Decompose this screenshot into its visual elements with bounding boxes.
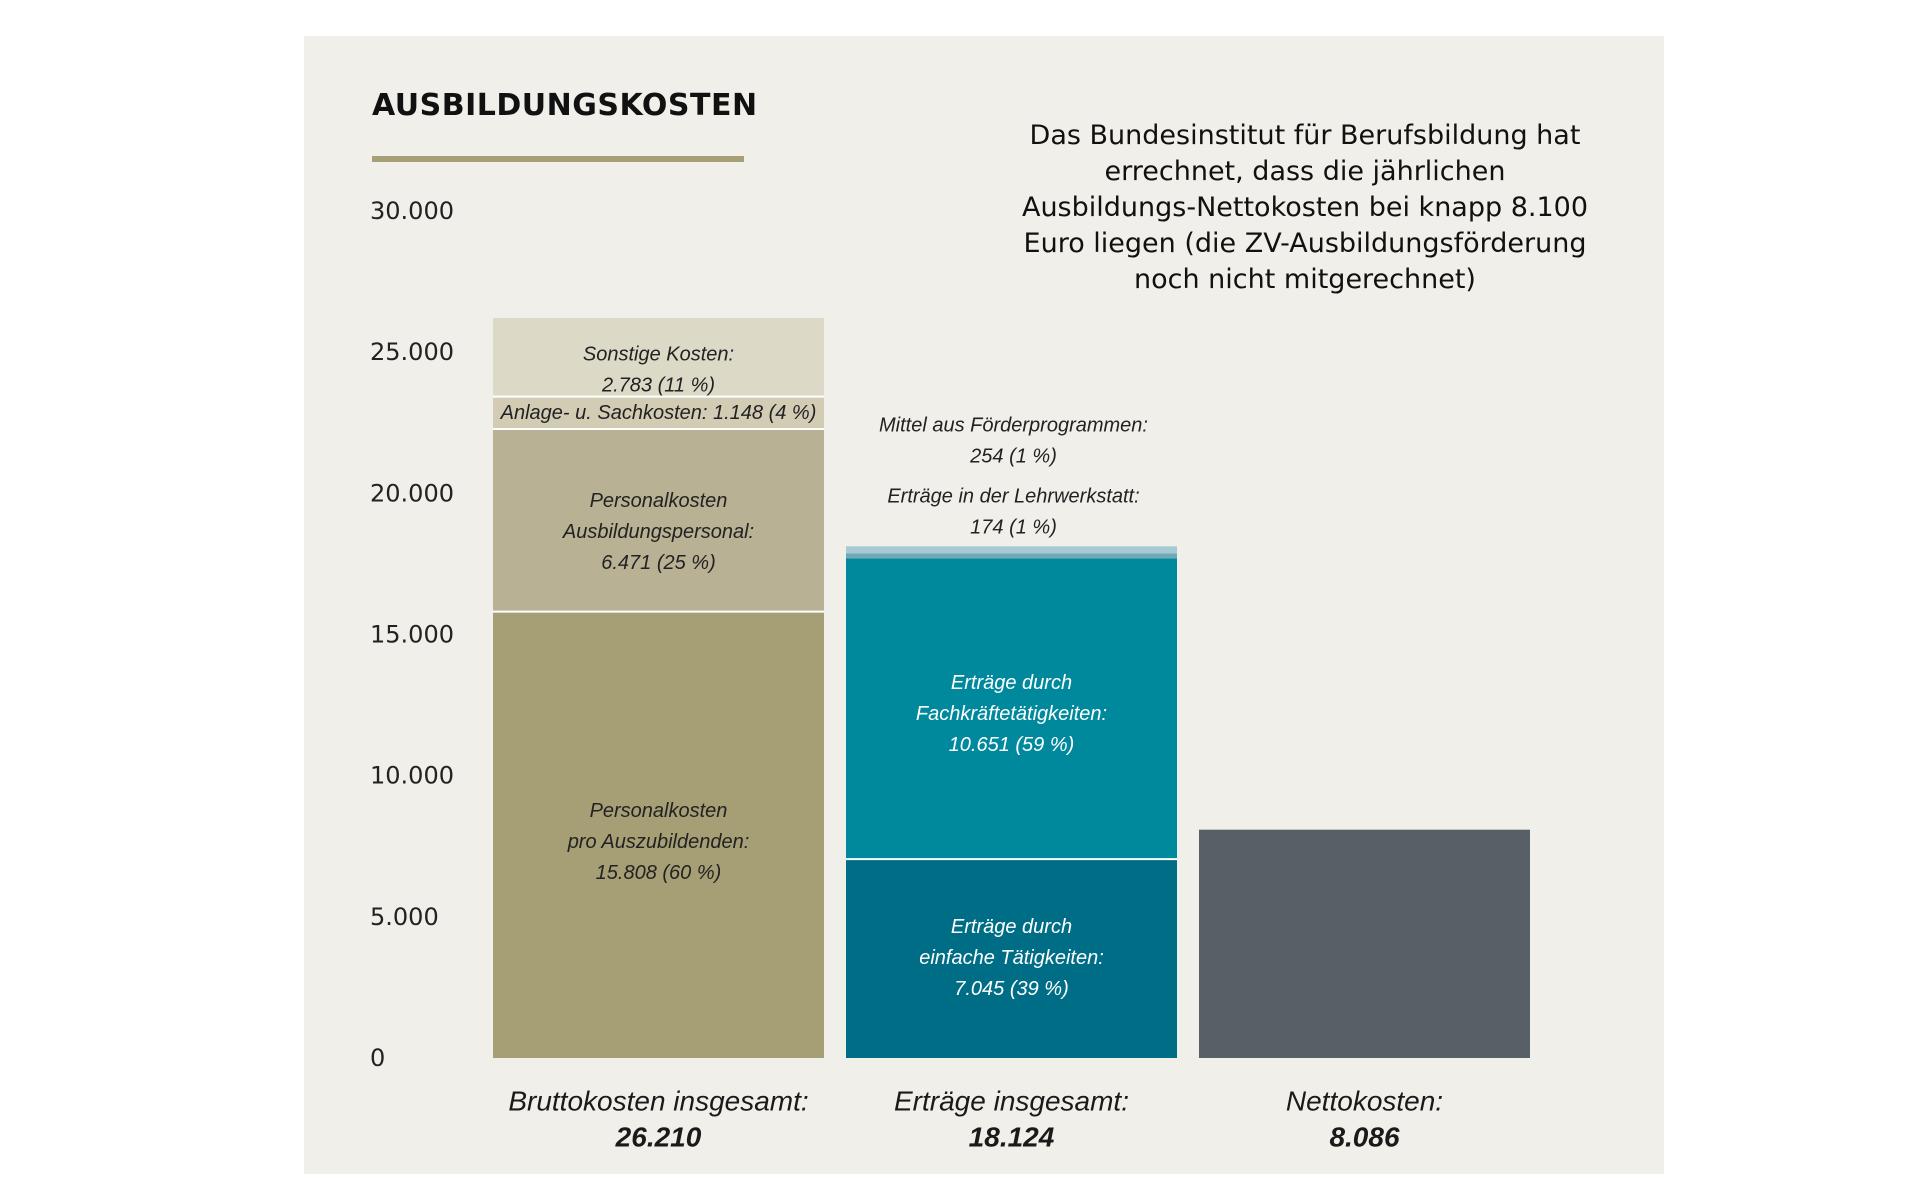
- segment-label: Anlage- u. Sachkosten: 1.148 (4 %): [500, 401, 817, 424]
- category-total: 8.086: [1329, 1121, 1400, 1153]
- y-tick-label: 25.000: [370, 338, 454, 367]
- segment-label: 7.045 (39 %): [954, 978, 1069, 1000]
- category-total: 26.210: [615, 1121, 702, 1153]
- bar-segment: [846, 546, 1177, 553]
- segment-label: Sonstige Kosten:: [582, 343, 735, 366]
- segment-label: Erträge durch: [950, 672, 1073, 694]
- segment-label: 10.651 (59 %): [948, 734, 1075, 756]
- segment-label: Mittel aus Förderprogrammen:: [879, 414, 1148, 437]
- chart-title: AUSBILDUNGSKOSTEN: [372, 88, 758, 123]
- y-tick-label: 5.000: [370, 902, 439, 931]
- y-tick-label: 0: [370, 1044, 386, 1072]
- category-label: Nettokosten:: [1285, 1085, 1444, 1117]
- category-label: Bruttokosten insgesamt:: [508, 1085, 809, 1117]
- y-tick-label: 10.000: [370, 761, 454, 790]
- chart-note: Das Bundesinstitut für Berufsbildung hat errechnet, dass die jährlichen Ausbildungs-Nettokosten bei knapp 8.100 Euro liegen (die ZV-Ausbildungsförderung noch nicht mitgerechnet): [1021, 120, 1589, 295]
- category-label: Erträge insgesamt:: [894, 1085, 1129, 1117]
- segment-label: Fachkräftetätigkeiten:: [915, 703, 1108, 725]
- category-total: 18.124: [968, 1121, 1055, 1153]
- y-tick-label: 15.000: [370, 620, 454, 649]
- segment-label: Personalkosten: [589, 490, 728, 512]
- segment-label: einfache Tätigkeiten:: [919, 947, 1104, 969]
- bar-segment: [846, 553, 1177, 558]
- segment-label: 174 (1 %): [970, 516, 1057, 539]
- segment-label: Ausbildungspersonal:: [562, 521, 755, 543]
- bar-segment: [1199, 830, 1530, 1058]
- y-tick-label: 30.000: [370, 197, 454, 225]
- segment-label: Personalkosten: [589, 800, 728, 822]
- y-tick-label: 20.000: [370, 479, 454, 508]
- segment-label: Erträge in der Lehrwerkstatt:: [887, 485, 1140, 508]
- segment-label: Erträge durch: [950, 916, 1073, 938]
- segment-label: pro Auszubildenden:: [567, 831, 750, 853]
- segment-label: 15.808 (60 %): [595, 862, 722, 884]
- segment-label: 254 (1 %): [970, 445, 1057, 468]
- segment-label: 6.471 (25 %): [601, 552, 716, 574]
- segment-label: 2.783 (11 %): [601, 374, 716, 397]
